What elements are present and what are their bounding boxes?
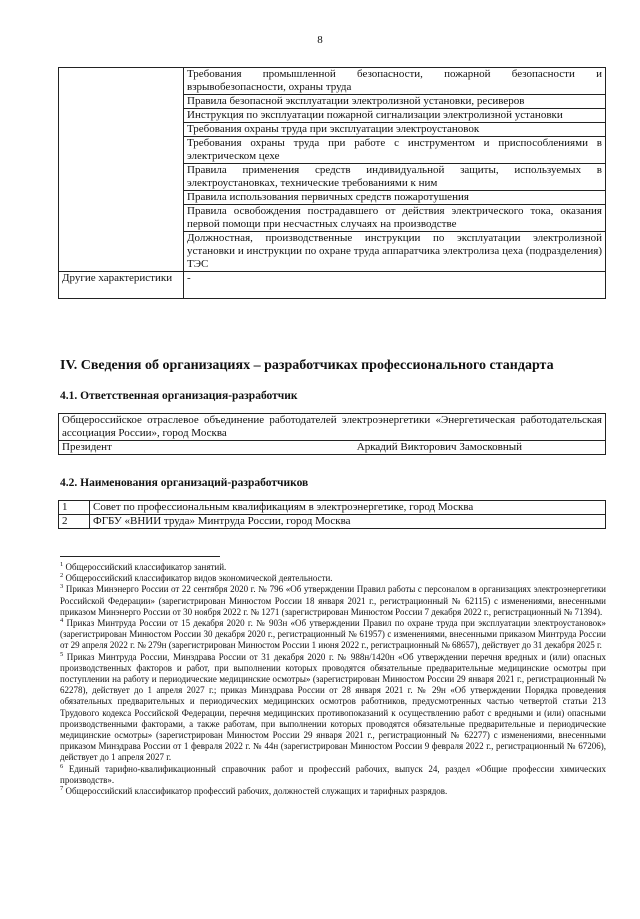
page-number: 8 [317, 34, 323, 46]
footnote [60, 562, 606, 573]
requirement-item: Правила освобождения пострадавшего от действия электрического тока, оказания первой помощи при несчастных случаях на производстве [184, 205, 606, 232]
footnote [60, 573, 606, 584]
footnote-text: Приказ Минтруда России от 15 декабря 2020 г. № 903н «Об утверждении Правил по охране труда при эксплуатации электроустановок» (зарегистрирован Минюстом России 30 декабря 2020 г., регистрационный № 61957) с изменениями, внесенными приказом Минтруда России от 29 апреля 2022 г. № 279н (зарегистрирован Минюстом России 1 июня 2022 г., регистрационный № 68657), действует до 31 декабря 2025 г. [60, 618, 607, 651]
table-row [59, 272, 606, 299]
footnote [60, 786, 606, 797]
table-row [59, 441, 606, 455]
footnote-text: Приказ Минэнерго России от 22 сентября 2020 г. № 796 «Об утверждении Правил работы с персоналом в организациях электроэнергетики Российской Федерации» (зарегистрирован Минюстом России 18 января 2021 г., регистрационный № 62115) с изменениями, внесенными приказом Минэнерго России от 30 ноября 2022 г. № 1271 (зарегистрирован Минюстом России 7 декабря 2022 г., регистрационный № 71394). [60, 584, 607, 617]
requirement-item: Требования охраны труда при работе с инструментом и приспособлениями в электрическом цехе [184, 137, 606, 164]
footnote-text: Общероссийский классификатор профессий рабочих, должностей служащих и тарифных разрядов. [65, 786, 448, 797]
footnote-mark: 6 [60, 762, 64, 770]
footnote-mark: 3 [60, 583, 64, 591]
footnote-text: Общероссийский классификатор занятий. [65, 562, 227, 572]
table-row [59, 515, 606, 529]
president-name: Аркадий Викторович Замосковный [356, 441, 522, 453]
table-row [59, 414, 606, 441]
row-number: 1 [59, 501, 90, 515]
section-title: IV. Сведения об организациях – разработчиках профессионального стандарта [60, 358, 554, 373]
footnote-divider [60, 556, 220, 557]
subsection-title-developers: 4.2. Наименования организаций-разработчиков [60, 477, 309, 489]
president-label: Президент [62, 441, 112, 453]
footnotes [60, 562, 606, 797]
responsible-org-table [58, 413, 606, 455]
subsection-title-responsible: 4.1. Ответственная организация-разработчик [60, 390, 298, 402]
developer-name: Совет по профессиональным квалификациям в электроэнергетике, город Москва [90, 501, 606, 515]
developers-table [58, 500, 606, 529]
requirement-item: Требования охраны труда при эксплуатации электроустановок [184, 123, 606, 137]
requirement-item: Должностная, производственные инструкции по эксплуатации электролизной установки и инструкции по охране труда аппаратчика электролиза цеха (подразделения) ТЭС [184, 232, 606, 272]
table-row [59, 501, 606, 515]
requirements-table [58, 67, 606, 299]
footnote-mark: 7 [60, 785, 64, 793]
other-characteristics-label: Другие характеристики [59, 272, 184, 299]
requirement-item: Правила безопасной эксплуатации электролизной установки, ресиверов [184, 95, 606, 109]
footnote-text: Единый тарифно-квалификационный справочник работ и профессий рабочих, выпуск 24, раздел «Общие профессии химических производств». [60, 763, 606, 785]
requirement-item: Правила применения средств индивидуальной защиты, используемых в электроустановках, технические требованиями к ним [184, 164, 606, 191]
footnote [60, 618, 606, 652]
requirement-item: Правила использования первичных средств пожаротушения [184, 191, 606, 205]
footnote-text: Общероссийский классификатор видов экономической деятельности. [65, 573, 333, 584]
footnote-mark: 1 [60, 561, 64, 568]
developer-name: ФГБУ «ВНИИ труда» Минтруда России, город Москва [90, 515, 606, 529]
empty-label-cell [59, 68, 184, 272]
footnote-mark: 5 [60, 650, 64, 658]
footnote [60, 652, 606, 764]
footnote [60, 584, 606, 618]
requirement-item: Требования промышленной безопасности, пожарной безопасности и взрывобезопасности, охраны труда [184, 68, 606, 95]
table-row [59, 68, 606, 95]
other-characteristics-value: - [184, 272, 606, 299]
president-row [59, 441, 606, 455]
requirement-item: Инструкция по эксплуатации пожарной сигнализации электролизной установки [184, 109, 606, 123]
footnote-text: Приказ Минтруда России, Минздрава России от 31 декабря 2020 г. № 988н/1420н «Об утверждении перечня вредных и (или) опасных производственных факторов и работ, при выполнении которых проводятся обязательные предварительные медицинские осмотры при поступлении на работу и периодические медицинские осмотры» (зарегистрирован Минюстом России 29 января 2021 г., регистрационный № 62278), действует до 1 апреля 2027 г.; приказ Минздрава России от 28 января 2021 г. № 29н «Об утверждении Порядка проведения обязательных предварительных и периодических медицинских осмотров работников, предусмотренных частью четвертой статьи 213 Трудового кодекса Российской Федерации, перечня медицинских противопоказаний к осуществлению работ с вредными и (или) опасными производственными факторами, а также работам, при выполнении которых проводятся обязательные предварительные и периодические медицинские осмотры» (зарегистрирован Минюстом России 29 января 2021 г., регистрационный № 62277) с изменениями, внесенными приказом Минздрава России от 1 февраля 2022 г. № 44н (зарегистрирован Минюстом России 9 февраля 2022 г., регистрационный № 67206), действует до 1 апреля 2027 г. [60, 651, 606, 763]
row-number: 2 [59, 515, 90, 529]
footnote-mark: 4 [60, 617, 64, 625]
footnote-mark: 2 [60, 572, 64, 580]
org-name: Общероссийское отраслевое объединение работодателей электроэнергетики «Энергетическая работодательская ассоциация России», город Москва [59, 414, 606, 441]
footnote [60, 764, 606, 786]
